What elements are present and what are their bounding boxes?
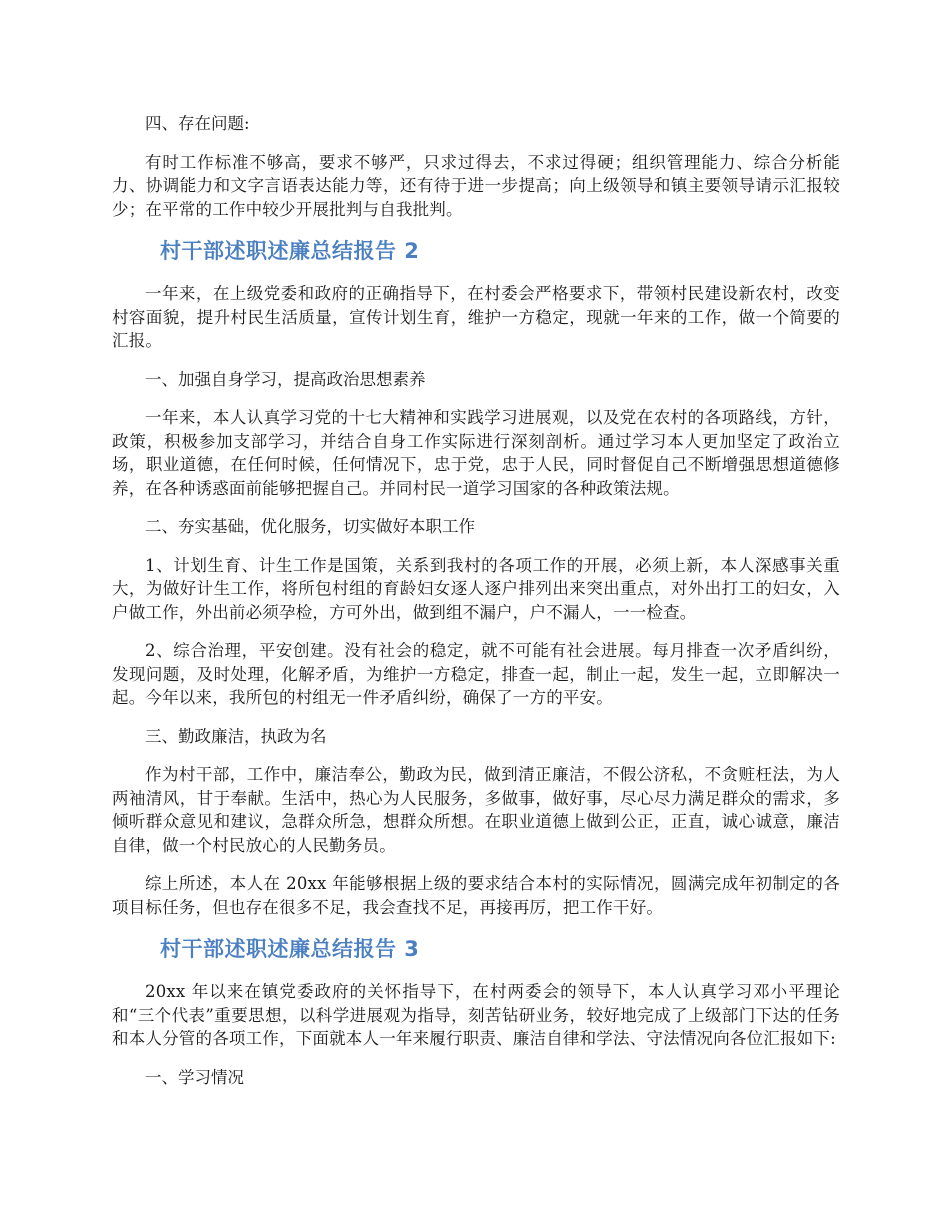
report-3-title: 村干部述职述廉总结报告 3 [160, 937, 420, 961]
report-2-heading-2: 二、夯实基础，优化服务，切实做好本职工作 [145, 517, 475, 536]
report-2-paragraph-2b: 2、综合治理，平安创建。没有社会的稳定，就不可能有社会进展。每月排查一次矛盾纠纷，发现问题，及时处理，化解矛盾，为维护一方稳定，排查一起，制止一起，发生一起，立即解决一起。今年以来，我所包的村组无一件矛盾纠纷，确保了一方的平安。 [112, 641, 840, 707]
report-2-title: 村干部述职述廉总结报告 2 [160, 239, 420, 263]
report-2-heading-3: 三、勤政廉洁，执政为名 [145, 726, 327, 746]
report-2-heading-1: 一、加强自身学习，提高政治思想素养 [145, 369, 426, 389]
report-2-paragraph-3: 作为村干部，工作中，廉洁奉公，勤政为民，做到清正廉洁，不假公济私，不贪赃枉法，为人两袖清风，甘于奉献。生活中，热心为人民服务，多做事，做好事，尽心尽力满足群众的需求，多倾听群众意见和建议，急群众所急，想群众所想。在职业道德上做到公正，正直，诚心诚意，廉洁自律，做一个村民放心的人民勤务员。 [112, 765, 840, 855]
report-2-paragraph-2a: 1、计划生育、计生工作是国策，关系到我村的各项工作的开展，必须上新，本人深感事关重大，为做好计生工作，将所包村组的育龄妇女逐人逐户排列出来突出重点，对外出打工的妇女，入户做工作，外出前必须孕检，方可外出，做到组不漏户，户不漏人，一一检查。 [112, 555, 840, 622]
report-3-heading-1: 一、学习情况 [145, 1067, 244, 1087]
section-heading-problems: 四、存在问题: [145, 114, 250, 133]
report-2-paragraph-1: 一年来，本人认真学习党的十七大精神和实践学习进展观，以及党在农村的各项路线，方针，政策，积极参加支部学习，并结合自身工作实际进行深刻剖析。通过学习本人更加坚定了政治立场，职业道德，在任何时候，任何情况下，忠于党，忠于人民，同时督促自己不断增强思想道德修养，在各种诱惑面前能够把握自己。并同村民一道学习国家的各种政策法规。 [112, 408, 840, 498]
report-2-intro: 一年来，在上级党委和政府的正确指导下，在村委会严格要求下，带领村民建设新农村，改变村容面貌，提升村民生活质量，宣传计划生育，维护一方稳定，现就一年来的工作，做一个简要的汇报。 [112, 284, 840, 350]
report-2-summary: 综上所述，本人在 20xx 年能够根据上级的要求结合本村的实际情况，圆满完成年初制定的各项目标任务，但也存在很多不足，我会查找不足，再接再厉，把工作干好。 [112, 874, 840, 917]
report-3-intro: 20xx 年以来在镇党委政府的关怀指导下，在村两委会的领导下，本人认真学习邓小平理论和“三个代表”重要思想，以科学进展观为指导，刻苦钻研业务，较好地完成了上级部门下达的任务和本人分管的各项工作，下面就本人一年来履行职责、廉洁自律和学法、守法情况向各位汇报如下: [112, 982, 840, 1048]
paragraph-problems: 有时工作标准不够高，要求不够严，只求过得去，不求过得硬；组织管理能力、综合分析能力、协调能力和文字言语表达能力等，还有待于进一步提高；向上级领导和镇主要领导请示汇报较少；在平常的工作中较少开展批判与自我批判。 [112, 152, 840, 219]
